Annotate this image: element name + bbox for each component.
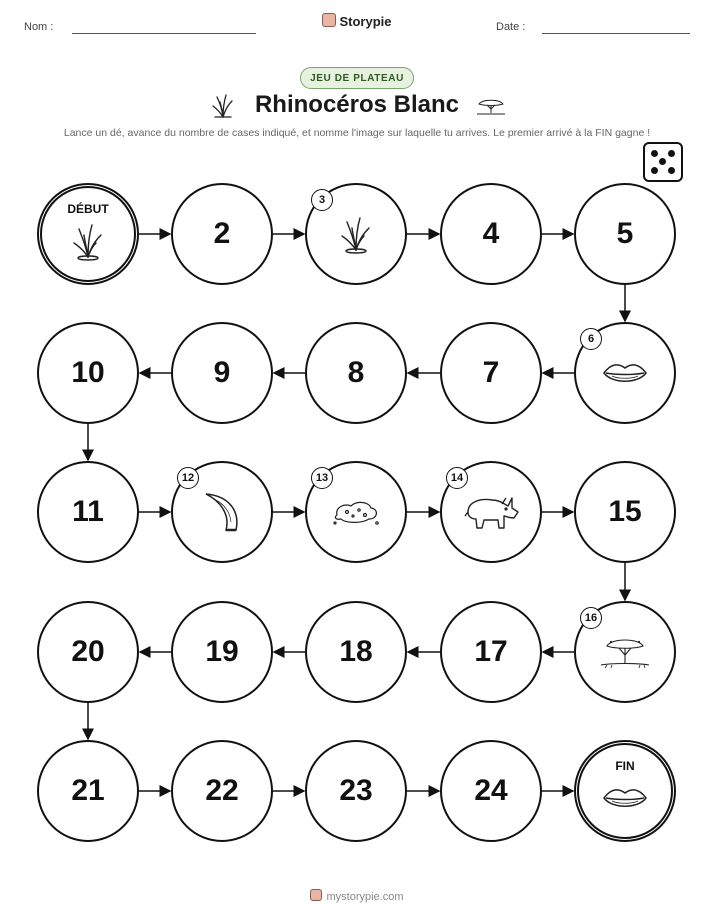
board-cell — [574, 601, 676, 703]
board-cell — [171, 461, 273, 563]
cell-number: 5 — [616, 217, 634, 250]
cell-number-badge: 14 — [446, 467, 468, 489]
board-cell — [305, 183, 407, 285]
board-cell — [305, 601, 407, 703]
savanna-icon — [599, 634, 651, 670]
cell-number: 4 — [482, 217, 500, 250]
board-cell — [305, 322, 407, 424]
cell-number: 9 — [213, 356, 231, 389]
board-cell — [171, 740, 273, 842]
board-cell — [37, 740, 139, 842]
footer — [0, 889, 714, 903]
cell-label: FIN — [615, 759, 635, 773]
brand-name: Storypie — [339, 14, 392, 29]
cell-number: 8 — [347, 356, 365, 389]
lips-icon — [602, 360, 648, 386]
board-cell — [440, 601, 542, 703]
cell-number: 10 — [71, 356, 105, 389]
board-cell — [574, 461, 676, 563]
grass-icon — [71, 221, 105, 266]
board-cell — [37, 322, 139, 424]
horn-icon — [200, 490, 244, 534]
cell-number: 22 — [205, 774, 239, 807]
cell-number: 20 — [71, 635, 105, 668]
cell-number: 2 — [213, 217, 231, 250]
cell-number-badge: 3 — [311, 189, 333, 211]
board-cell — [171, 601, 273, 703]
board-cell — [305, 461, 407, 563]
lips-icon — [602, 785, 648, 816]
mud-icon — [331, 497, 381, 527]
page-title: Rhinocéros Blanc — [254, 91, 460, 118]
board-cell — [440, 322, 542, 424]
name-label: Nom : — [24, 21, 54, 33]
footer-url: mystorypie.com — [326, 891, 404, 903]
board-cell — [440, 461, 542, 563]
board-cell — [37, 601, 139, 703]
board-cell — [171, 183, 273, 285]
cell-number: 24 — [474, 774, 508, 807]
board-cell — [305, 740, 407, 842]
cell-number-badge: 12 — [177, 467, 199, 489]
board-cell — [574, 183, 676, 285]
board-cell — [574, 322, 676, 424]
rhino-icon — [462, 492, 520, 532]
game-type-tag: JEU DE PLATEAU — [300, 67, 414, 89]
cell-number: 23 — [339, 774, 373, 807]
instructions-text: Lance un dé, avance du nombre de cases indiqué, et nomme l'image sur laquelle tu arrives. Le premier arrivé à la FIN gagne ! — [63, 127, 651, 139]
cell-number: 18 — [339, 635, 373, 668]
cell-number: 11 — [72, 495, 104, 528]
cell-number-badge: 6 — [580, 328, 602, 350]
cell-number-badge: 16 — [580, 607, 602, 629]
board-cell — [171, 322, 273, 424]
grass-icon — [339, 214, 373, 254]
board-cell — [440, 740, 542, 842]
board-cell — [440, 183, 542, 285]
board-cell — [37, 461, 139, 563]
board-cell — [37, 183, 139, 285]
date-label: Date : — [496, 21, 526, 33]
storypie-logo-icon — [310, 889, 322, 901]
cell-number: 17 — [474, 635, 508, 668]
board-cell — [574, 740, 676, 842]
cell-label: DÉBUT — [67, 202, 109, 216]
cell-number: 21 — [71, 774, 105, 807]
cell-number-badge: 13 — [311, 467, 333, 489]
cell-number: 19 — [205, 635, 239, 668]
cell-number: 7 — [482, 356, 500, 389]
cell-number: 15 — [608, 495, 642, 528]
